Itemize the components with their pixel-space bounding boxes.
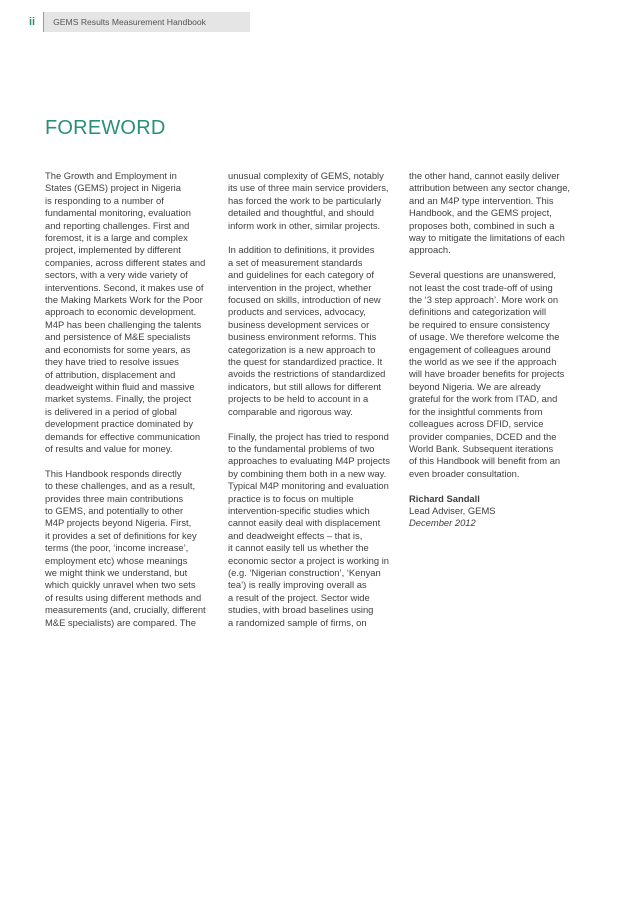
text-line: M4P has been challenging the talents [45, 318, 202, 330]
paragraph [228, 170, 398, 232]
text-line: which quickly unravel when two sets [45, 579, 196, 591]
text-column-1 [45, 170, 213, 641]
text-line: of usage. We therefore welcome the [409, 331, 560, 343]
paragraph [228, 431, 398, 630]
text-line: interventions. Second, it makes use of [45, 281, 204, 293]
text-line: deadweight within fluid and massive [45, 380, 195, 392]
text-line: indicators, but still allows for different [228, 380, 382, 392]
signature-name: Richard Sandall [409, 492, 480, 504]
text-line: they have tried to resolve issues [45, 356, 179, 368]
text-line: even broader consultation. [409, 467, 520, 479]
text-line: (e.g. ‘Nigerian construction’, ‘Kenyan [228, 566, 381, 578]
text-line: practice is to focus on multiple [228, 492, 354, 504]
page-number: ii [29, 12, 44, 32]
text-line: definitions and categorization will [409, 306, 547, 318]
text-line: beyond Nigeria. We are already [409, 380, 541, 392]
text-line: to the fundamental problems of two [228, 442, 375, 454]
paragraph [45, 468, 213, 629]
text-line: the world as we see if the approach [409, 356, 557, 368]
text-line: comparable and rigorous way. [228, 405, 353, 417]
paragraph [409, 269, 579, 480]
text-line: provider companies, DCED and the [409, 430, 557, 442]
text-line: and guidelines for each category of [228, 269, 374, 281]
text-line: be required to ensure consistency [409, 318, 550, 330]
text-line: attribution between any sector change, [409, 182, 571, 194]
text-line: way to mitigate the limitations of each [409, 232, 565, 244]
text-line: focused on skills, introduction of new [228, 294, 381, 306]
text-line: and reporting challenges. First and [45, 219, 190, 231]
text-line: the quest for standardized practice. It [228, 356, 383, 368]
signature-date: December 2012 [409, 517, 476, 529]
text-line: to GEMS, and potentially to other [45, 504, 184, 516]
text-line: In addition to definitions, it provides [228, 244, 375, 256]
text-line: inform work in other, similar projects. [228, 219, 381, 231]
text-line: tea’) is really improving overall as [228, 579, 367, 591]
text-line: fundamental monitoring, evaluation [45, 207, 191, 219]
paragraph [228, 244, 398, 418]
text-line: of this Handbook will benefit from an [409, 455, 561, 467]
text-line: project, implemented by different [45, 244, 181, 256]
text-line: intervention-specific studies which [228, 504, 370, 516]
text-line: is delivered in a period of global [45, 405, 177, 417]
text-line: the other hand, cannot easily deliver [409, 170, 560, 181]
text-line: cannot easily deal with displacement [228, 517, 381, 529]
text-line: products and services, advocacy, [228, 306, 366, 318]
text-line: terms (the poor, ‘income increase’, [45, 542, 189, 554]
text-line: business environment reforms. This [228, 331, 377, 343]
text-line: The Growth and Employment in [45, 170, 177, 181]
text-line: Handbook, and the GEMS project, [409, 207, 552, 219]
text-line: categorization is a new approach to [228, 343, 376, 355]
text-line: a set of measurement standards [228, 256, 363, 268]
text-line: not least the cost trade-off of using [409, 281, 553, 293]
text-line: it cannot easily tell us whether the [228, 542, 369, 554]
text-line: and deadweight effects – that is, [228, 529, 363, 541]
text-line: avoids the restrictions of standardized [228, 368, 386, 380]
text-line: M&E specialists) are compared. The [45, 616, 196, 628]
text-line: grateful for the work from ITAD, and [409, 393, 558, 405]
text-line: a randomized sample of firms, on [228, 616, 367, 628]
text-line: projects to be held to account in a [228, 393, 369, 405]
text-line: the Making Markets Work for the Poor [45, 294, 203, 306]
text-line: economic sector a project is working in [228, 554, 390, 566]
page-header [29, 12, 250, 32]
text-line: its use of three main service providers, [228, 182, 389, 194]
text-line: studies, with broad baselines using [228, 604, 374, 616]
text-line: to these challenges, and as a result, [45, 480, 196, 492]
text-line: provides three main contributions [45, 492, 184, 504]
running-title: GEMS Results Measurement Handbook [44, 12, 250, 32]
text-line: it provides a set of definitions for key [45, 529, 197, 541]
text-line: we might think we understand, but [45, 566, 188, 578]
text-line: sectors, with a very wide variety of [45, 269, 188, 281]
text-line: World Bank. Subsequent iterations [409, 442, 554, 454]
text-line: for the insightful comments from [409, 405, 543, 417]
text-line: foremost, it is a large and complex [45, 232, 188, 244]
text-line: companies, across different states and [45, 256, 206, 268]
text-column-2 [228, 170, 398, 641]
text-column-3 [409, 170, 579, 530]
text-line: by combining them both in a new way. [228, 467, 387, 479]
paragraph [409, 170, 579, 257]
page-title: FOREWORD [45, 117, 166, 139]
text-line: approaches to evaluating M4P projects [228, 455, 390, 467]
text-line: Several questions are unanswered, [409, 269, 556, 281]
text-line: of results and value for money. [45, 442, 173, 454]
text-line: will have broader benefits for projects [409, 368, 565, 380]
text-line: has forced the work to be particularly [228, 194, 382, 206]
text-line: States (GEMS) project in Nigeria [45, 182, 181, 194]
text-line: This Handbook responds directly [45, 467, 182, 479]
text-line: intervention in the project, whether [228, 281, 372, 293]
text-line: of attribution, displacement and [45, 368, 176, 380]
text-line: demands for effective communication [45, 430, 201, 442]
text-line: the ‘3 step approach’. More work on [409, 294, 559, 306]
text-line: business development services or [228, 318, 370, 330]
text-line: colleagues across DFID, service [409, 418, 544, 430]
text-line: Typical M4P monitoring and evaluation [228, 480, 389, 492]
paragraph [45, 170, 213, 455]
text-line: M4P projects beyond Nigeria. First, [45, 517, 192, 529]
signature-role: Lead Adviser, GEMS [409, 504, 496, 516]
text-line: and persistence of M&E specialists [45, 331, 191, 343]
text-line: a result of the project. Sector wide [228, 591, 370, 603]
text-line: and an M4P type intervention. This [409, 194, 554, 206]
text-line: approach to economic development. [45, 306, 197, 318]
text-line: measurements (and, crucially, different [45, 604, 206, 616]
text-line: unusual complexity of GEMS, notably [228, 170, 384, 181]
text-line: detailed and thoughtful, and should [228, 207, 374, 219]
text-line: employment etc) whose meanings [45, 554, 188, 566]
text-line: engagement of colleagues around [409, 343, 551, 355]
text-line: approach. [409, 244, 451, 256]
text-line: development practice dominated by [45, 418, 194, 430]
text-line: is responding to a number of [45, 194, 164, 206]
text-line: Finally, the project has tried to respond [228, 430, 389, 442]
text-line: of results using different methods and [45, 591, 202, 603]
signature-block [409, 493, 579, 530]
text-line: market systems. Finally, the project [45, 393, 192, 405]
text-line: and economists for some years, as [45, 343, 191, 355]
text-line: proposes both, combined in such a [409, 219, 555, 231]
